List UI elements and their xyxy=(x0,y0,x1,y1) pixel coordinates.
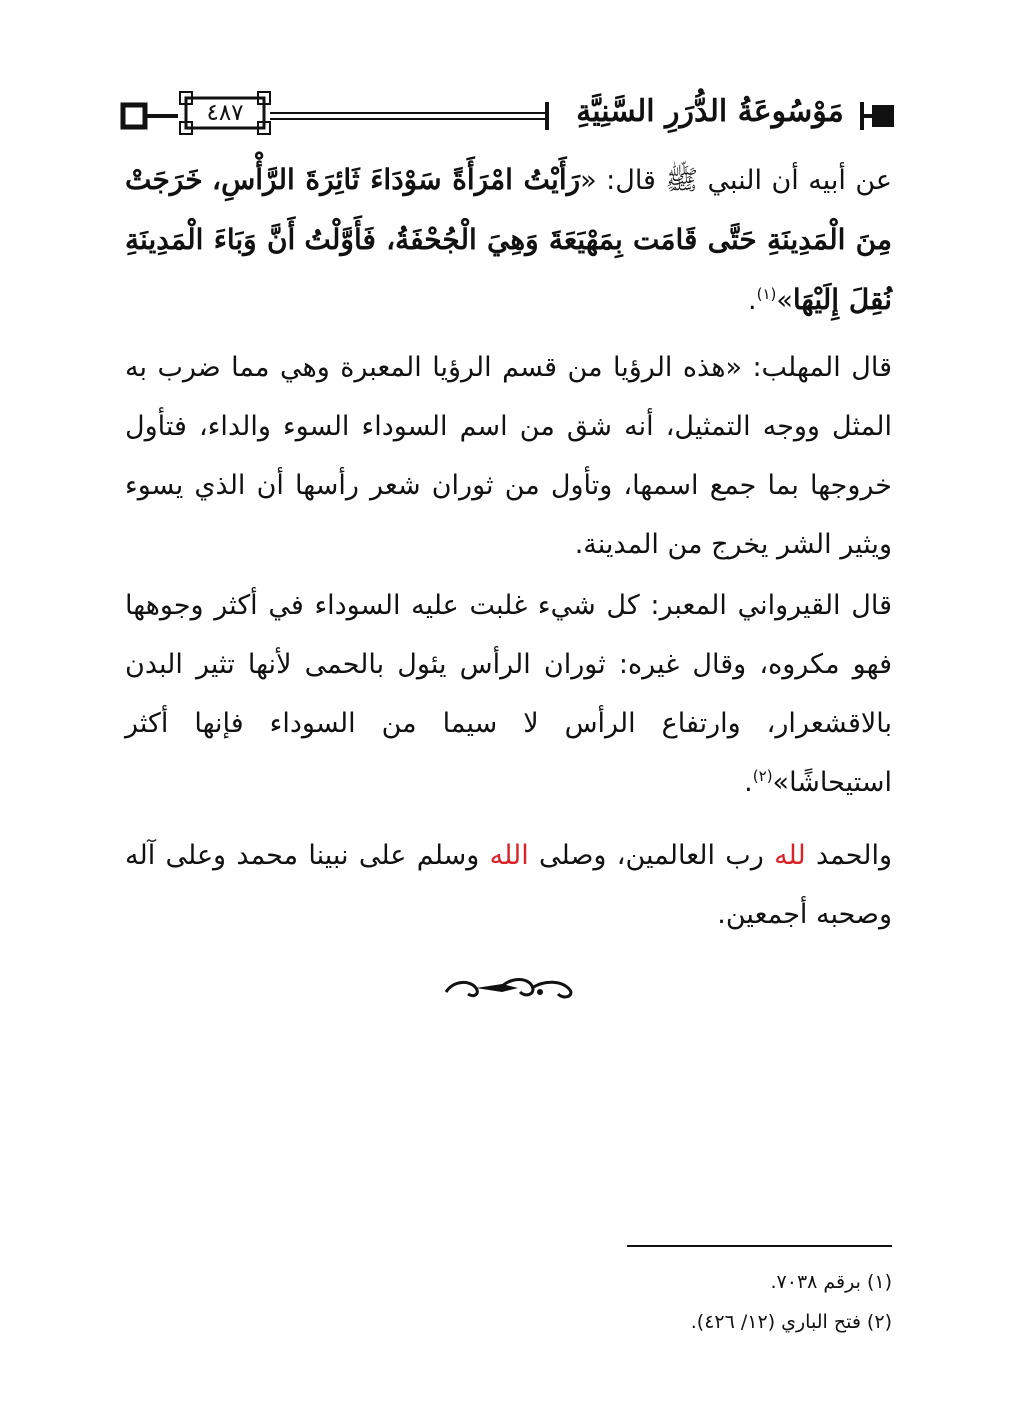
paragraph-hadith xyxy=(125,150,892,330)
praise-text: رب العالمين، وصلى xyxy=(528,840,775,871)
footnote-separator xyxy=(627,1245,892,1247)
left-square-ornament xyxy=(123,105,145,127)
book-title: مَوْسُوعَةُ الدُّرَرِ السَّنِيَّةِ xyxy=(576,94,844,129)
hadith-text-line-2: خَرَجَتْ مِنَ الْمَدِينَةِ حَتَّى قَامَت بِمَهْيَعَةَ وَهِيَ الْجُحْفَةُ، فَأَوَّلْتُ xyxy=(125,163,892,256)
praise-text: وسلم على نبينا محمد وعلى آله وصحبه أجمعين. xyxy=(125,840,892,930)
praise-text: والحمد xyxy=(805,840,892,871)
end-ornament-icon xyxy=(440,970,580,1006)
paragraph-closing-praise xyxy=(125,826,892,944)
sentence-end: . xyxy=(744,767,753,798)
hadith-intro: عن أبيه أن النبي ﷺ قال: « xyxy=(580,165,893,196)
divine-name: لله xyxy=(774,840,806,871)
footnote-ref-2: (٢) xyxy=(752,767,773,785)
footnote-ref-1: (١) xyxy=(756,285,777,303)
footnotes xyxy=(560,1262,892,1342)
right-square-ornament xyxy=(872,105,894,127)
sentence-end: . xyxy=(747,285,757,316)
footnote-2: (٢) فتح الباري (١٢/ ٤٢٦). xyxy=(690,1311,892,1333)
quote-close: » xyxy=(776,285,793,316)
footnote-1: (١) برقم ٧٠٣٨. xyxy=(770,1271,892,1293)
hadith-text-line-3: أَنَّ وَبَاءَ الْمَدِينَةِ نُقِلَ إِلَيْهَا xyxy=(125,223,892,316)
qayrawani-text: قال القيرواني المعبر: كل شيء غلبت عليه السوداء في أكثر وجوهها فهو مكروه، وقال غيره: ثوران الرأس يئول بالحمى لأنها تثير البدن بالاقشعرار، وارتفاع الرأس لا سيما من السوداء فإنها أكثر استيحاشًا» xyxy=(125,590,892,798)
paragraph-qayrawani xyxy=(125,576,892,812)
page-header xyxy=(120,84,895,142)
paragraph-muhallab: قال المهلب: «هذه الرؤيا من قسم الرؤيا المعبرة وهي مما ضرب به المثل ووجه التمثيل، أنه شق من اسم السوداء السوء والداء، فتأول خروجها بما جمع اسمها، وتأول من ثوران شعر رأسها أن الذي يسوء ويثير الشر يخرج من المدينة. xyxy=(125,352,892,560)
hadith-text-line-1: رَأَيْتُ امْرَأَةً سَوْدَاءَ ثَائِرَةَ الرَّأْسِ، xyxy=(212,163,581,196)
divine-name: الله xyxy=(489,840,529,871)
page-number: ٤٨٧ xyxy=(206,100,244,126)
